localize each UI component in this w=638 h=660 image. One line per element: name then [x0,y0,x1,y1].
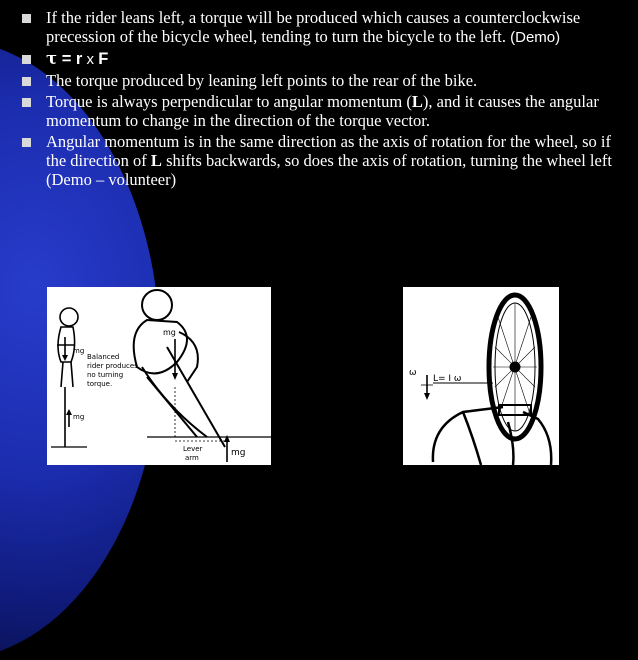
f-symbol: F [98,50,109,68]
bullet-item [22,132,622,189]
bullet-text: If the rider leans left, a torque will be produced which causes a counterclockwise precession of the bicycle wheel, tending to turn the bicycle to the left. [46,8,581,46]
bullet-text-pre: Angular momentum is in the same direction as the axis of rotation for the wheel, so if the direction of [46,132,611,170]
balanced-caption-line: no turning [87,371,124,379]
omega-label: ω [409,368,417,378]
bullet-item [22,8,622,47]
bullet-item [22,71,622,90]
wheel-drawing [403,287,559,465]
bullet-item [22,92,622,130]
balanced-caption-line: rider produces [87,362,138,370]
bullet-square-icon [22,77,31,86]
tau-symbol: τ [46,49,58,68]
lever-arm-label: Lever [183,445,203,453]
mg-label: mg [73,347,85,355]
mg-label: mg [163,328,176,337]
bullet-item [22,49,622,69]
l-symbol: L [411,92,423,111]
bullet-square-icon [22,138,31,147]
bullet-text-post: ), and it causes the angular momentum to change in the direction of the torque vector. [46,92,599,130]
balanced-caption-line: Balanced [87,353,120,361]
balanced-caption-line: torque. [87,380,113,388]
wheel-figure [403,287,559,465]
leaning-rider-figure [47,287,271,465]
cross-symbol: x [82,51,99,68]
leaning-rider-icon [134,290,225,447]
upright-rider-icon [57,308,78,447]
bullet-list [22,8,622,191]
bullet-text-pre: Torque is always perpendicular to angular momentum ( [46,92,412,111]
bullet-square-icon [22,55,31,64]
bullet-text-post: shifts backwards, so does the axis of rotation, turning the wheel left (Demo – volunteer) [46,151,612,189]
bullet-square-icon [22,14,31,23]
mg-label: mg [73,413,85,421]
l-symbol: L [150,151,162,170]
equals-sign: = [57,50,76,68]
bullet-square-icon [22,98,31,107]
bullet-text: The torque produced by leaning left points to the rear of the bike. [46,71,478,90]
leaning-rider-drawing [47,287,271,465]
angular-momentum-equation: L= I ω [433,374,462,384]
mg-label: mg [231,448,246,458]
r-symbol: r [75,50,83,68]
demo-label: (Demo) [510,29,561,46]
lever-arm-label: arm [185,454,199,462]
